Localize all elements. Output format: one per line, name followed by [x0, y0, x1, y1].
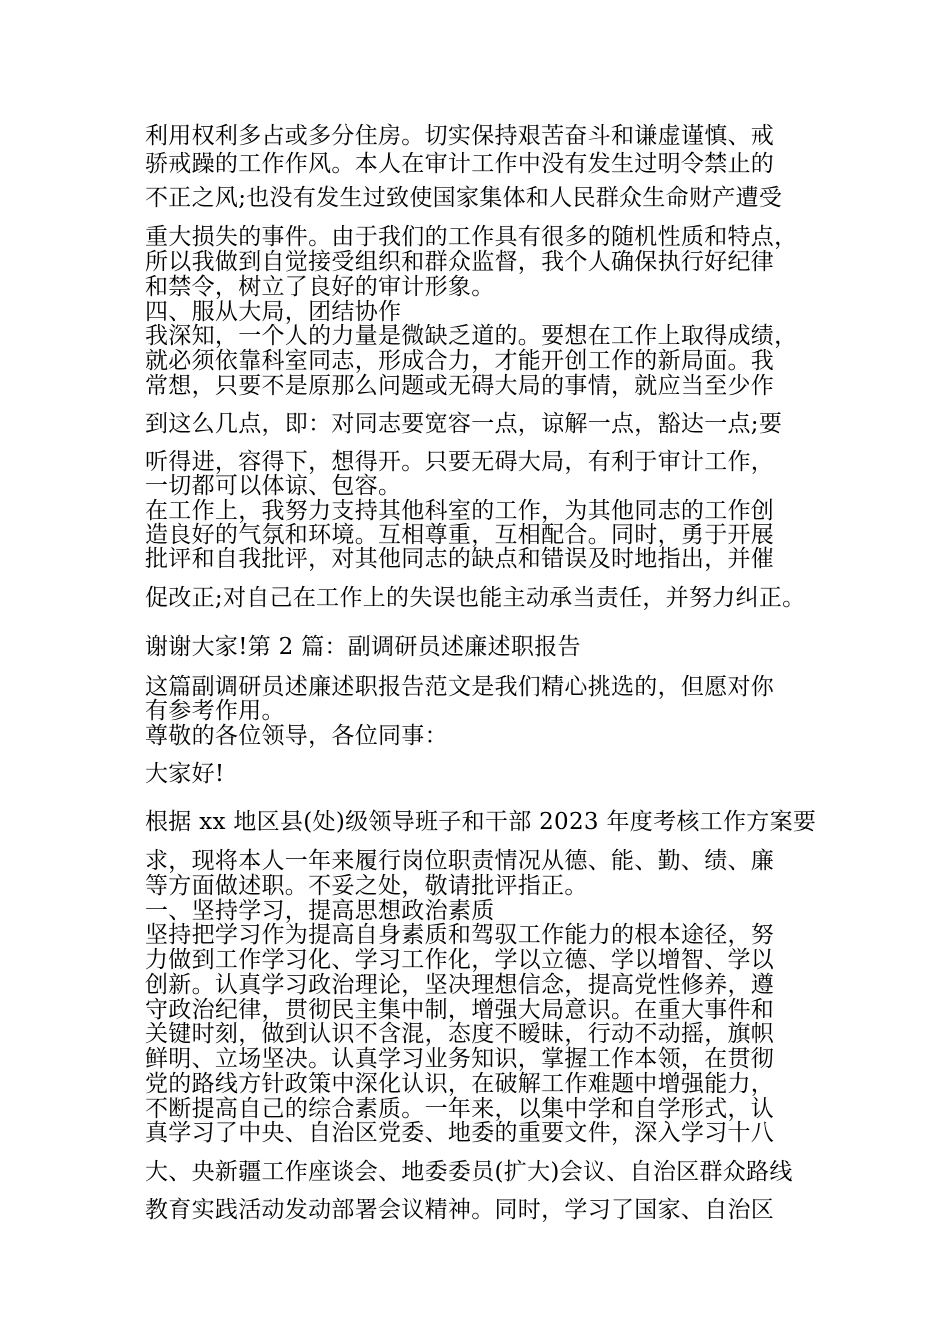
- text-line: 促改正;对自己在工作上的失误也能主动承当责任，并努力纠正。: [145, 585, 806, 611]
- text-line: 批评和自我批评，对其他同志的缺点和错误及时地指出，并催: [145, 546, 775, 572]
- text-line: 我深知，一个人的力量是微缺乏道的。要想在工作上取得成绩，: [145, 323, 798, 349]
- salutation: 尊敬的各位领导，各位同事：: [145, 723, 448, 749]
- text-line: 利用权利多占或多分住房。切实保持艰苦奋斗和谦虚谨慎、戒: [145, 123, 775, 149]
- section-heading: 谢谢大家!第 2 篇：副调研员述廉述职报告: [145, 634, 581, 660]
- text-line: 守政治纪律，贯彻民主集中制，增强大局意识。在重大事件和: [145, 997, 775, 1023]
- text-line: 在工作上，我努力支持其他科室的工作，为其他同志的工作创: [145, 498, 775, 524]
- text-line: 这篇副调研员述廉述职报告范文是我们精心挑选的，但愿对你: [145, 674, 775, 700]
- text-line: 就必须依靠科室同志，形成合力，才能开创工作的新局面。我: [145, 348, 775, 374]
- text-line: 等方面做述职。不妥之处，敬请批评指正。: [145, 873, 588, 899]
- text-line: 听得进，容得下，想得开。只要无碍大局，有利于审计工作，: [145, 449, 775, 475]
- text-line: 力做到工作学习化、学习工作化，学以立德、学以增智、学以: [145, 947, 775, 973]
- greeting: 大家好!: [145, 761, 225, 787]
- section-heading: 四、服从大局，团结协作: [145, 299, 402, 325]
- text-line: 所以我做到自觉接受组织和群众监督，我个人确保执行好纪律: [145, 249, 775, 275]
- section-heading: 一、坚持学习，提高思想政治素质: [145, 898, 495, 924]
- text-line: 不正之风;也没有发生过致使国家集体和人民群众生命财产遭受: [145, 185, 783, 211]
- text-line: 求，现将本人一年来履行岗位职责情况从德、能、勤、绩、廉: [145, 848, 775, 874]
- text-line: 有参考作用。: [145, 698, 285, 724]
- text-line: 到这么几点，即：对同志要宽容一点，谅解一点，豁达一点;要: [145, 411, 783, 437]
- text-line: 一切都可以体谅、包容。: [145, 473, 402, 499]
- text-line: 关键时刻，做到认识不含混，态度不暧昧，行动不动摇，旗帜: [145, 1021, 775, 1047]
- text-line: 不断提高自己的综合素质。一年来，以集中学和自学形式，认: [145, 1096, 775, 1122]
- text-line: 真学习了中央、自治区党委、地委的重要文件，深入学习十八: [145, 1120, 775, 1146]
- text-line: 骄戒躁的工作作风。本人在审计工作中没有发生过明令禁止的: [145, 151, 775, 177]
- text-line: 党的路线方针政策中深化认识，在破解工作难题中增强能力，: [145, 1071, 775, 1097]
- text-line: 常想，只要不是原那么问题或无碍大局的事情，就应当至少作: [145, 373, 775, 399]
- text-line: 大、央新疆工作座谈会、地委委员(扩大)会议、自治区群众路线: [145, 1159, 793, 1185]
- text-line: 坚持把学习作为提高自身素质和驾驭工作能力的根本途径，努: [145, 922, 775, 948]
- text-line: 造良好的气氛和环境。互相尊重，互相配合。同时，勇于开展: [145, 522, 775, 548]
- text-line: 创新。认真学习政治理论，坚决理想信念，提高党性修养，遵: [145, 972, 775, 998]
- text-line: 鲜明、立场坚决。认真学习业务知识，掌握工作本领，在贯彻: [145, 1046, 775, 1072]
- text-line: 和禁令，树立了良好的审计形象。: [145, 274, 495, 300]
- text-line: 教育实践活动发动部署会议精神。同时，学习了国家、自治区: [145, 1197, 775, 1223]
- text-line: 根据 xx 地区县(处)级领导班子和干部 2023 年度考核工作方案要: [145, 809, 817, 835]
- text-line: 重大损失的事件。由于我们的工作具有很多的随机性质和特点，: [145, 224, 798, 250]
